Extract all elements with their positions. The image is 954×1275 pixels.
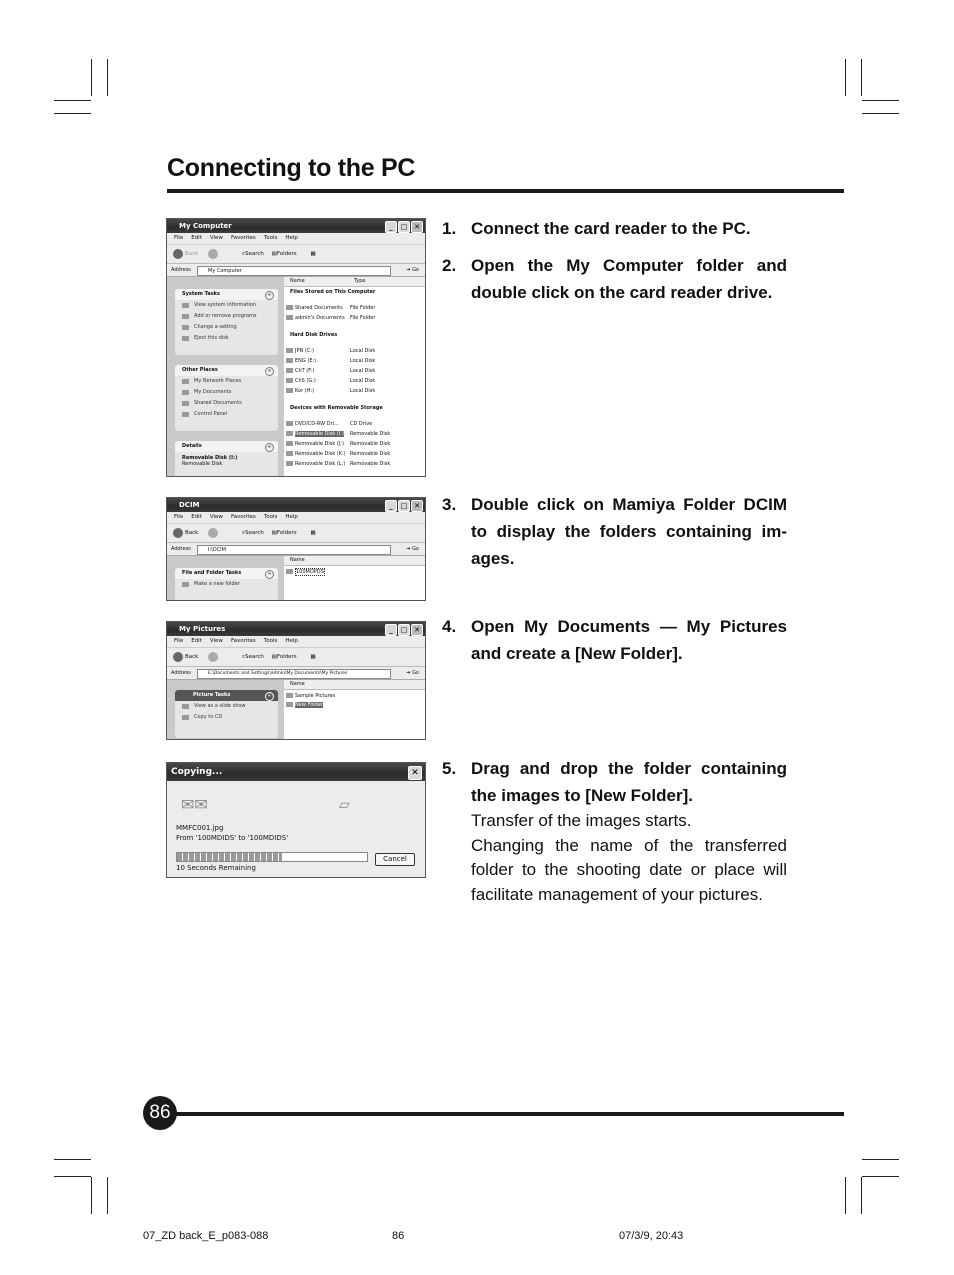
address-input[interactable]: E:\Documents and Settings\admin\My Documents\My Pictures	[197, 669, 391, 679]
task-copy-cd[interactable]: Copy to CD	[175, 712, 278, 723]
task-new-folder[interactable]: Make a new folder	[175, 579, 278, 590]
title-bar	[167, 763, 425, 781]
step-number: 3.	[442, 495, 457, 514]
minimize-icon[interactable]: _	[385, 624, 397, 636]
menu-edit[interactable]: Edit	[191, 638, 202, 644]
item-name: Kor (H:)	[295, 388, 315, 394]
menu-favorites[interactable]: Favorites	[230, 235, 256, 241]
details-name: Removable Disk (I:)	[182, 455, 238, 461]
flying-papers-icon: ✉✉	[181, 795, 208, 814]
my-computer-window	[166, 218, 426, 477]
views-icon[interactable]: ▦	[310, 530, 316, 536]
list-item[interactable]	[286, 460, 391, 469]
item-name: Removable Disk (K:)	[295, 451, 346, 457]
forward-icon[interactable]	[208, 528, 218, 538]
page-number: 86	[149, 1102, 171, 1123]
menu-tools[interactable]: Tools	[263, 514, 278, 520]
destination-folder-icon: ▱	[339, 797, 350, 813]
step-text: Double click on Mamiya Folder DCIM to display the folders containing im-ages.	[471, 495, 787, 568]
crop-mark	[862, 1159, 899, 1160]
task-slideshow[interactable]: View as a slide show	[175, 701, 278, 712]
crop-mark	[54, 1176, 91, 1177]
collapse-icon[interactable]: «	[265, 291, 274, 300]
file-list	[284, 277, 425, 476]
item-type: Removable Disk	[350, 441, 391, 447]
item-name: ENG (E:)	[295, 358, 317, 364]
group-header: Hard Disk Drives	[290, 332, 338, 338]
crop-mark	[107, 1177, 108, 1214]
menu-edit[interactable]: Edit	[191, 514, 202, 520]
menu-tools[interactable]: Tools	[263, 638, 278, 644]
maximize-icon[interactable]: □	[398, 624, 410, 636]
go-button[interactable]: ➜ Go	[406, 267, 419, 273]
crop-mark	[862, 100, 899, 101]
panel-title: Other Places	[182, 367, 218, 373]
col-name[interactable]: Name	[290, 557, 305, 563]
close-icon[interactable]: ✕	[408, 766, 422, 780]
panel-header[interactable]	[175, 441, 278, 452]
views-icon[interactable]: ▦	[310, 251, 316, 257]
progress-fill	[177, 853, 282, 861]
item-type: Local Disk	[350, 378, 376, 384]
crop-mark	[54, 1159, 91, 1160]
window-title: DCIM	[179, 501, 200, 509]
list-item[interactable]	[286, 367, 376, 376]
item-type: File Folder	[350, 315, 376, 321]
item-name: admin's Documents	[295, 315, 345, 321]
panel-title: File and Folder Tasks	[182, 570, 242, 576]
crop-mark	[107, 59, 108, 96]
back-button[interactable]: Back	[185, 654, 199, 660]
minimize-icon[interactable]: _	[385, 221, 397, 233]
menu-bar	[167, 512, 425, 524]
my-pictures-window	[166, 621, 426, 740]
list-item-selected[interactable]	[286, 430, 391, 439]
column-header	[284, 556, 425, 566]
address-input[interactable]: My Computer	[197, 266, 391, 276]
picture-tasks-panel	[175, 690, 278, 738]
details-type: Removable Disk	[182, 461, 223, 467]
crop-mark	[845, 59, 846, 96]
column-header	[284, 680, 425, 690]
title-bar	[167, 622, 425, 636]
task-change-setting[interactable]: Change a setting	[175, 322, 278, 333]
item-name: Removable Disk (J:)	[295, 441, 344, 447]
address-bar	[167, 264, 425, 277]
forward-icon[interactable]	[208, 249, 218, 259]
progress-bar	[176, 852, 368, 862]
window-title: My Pictures	[179, 625, 226, 633]
item-type: Removable Disk	[350, 431, 391, 437]
close-icon[interactable]: ✕	[411, 500, 423, 512]
place-control-panel[interactable]: Control Panel	[175, 409, 278, 420]
menu-tools[interactable]: Tools	[263, 235, 278, 241]
minimize-icon[interactable]: _	[385, 500, 397, 512]
window-title: My Computer	[179, 222, 232, 230]
item-name: ChT (F:)	[295, 368, 315, 374]
column-header	[284, 277, 425, 287]
footer-page: 86	[392, 1230, 405, 1242]
folder-item[interactable]	[286, 568, 325, 577]
folders-icon[interactable]: ▤	[271, 654, 277, 660]
item-name: Removable Disk (I:)	[295, 431, 344, 437]
menu-favorites[interactable]: Favorites	[230, 638, 256, 644]
title-rule	[167, 189, 844, 193]
place-network[interactable]: My Network Places	[175, 376, 278, 387]
folders-button[interactable]: Folders	[276, 654, 297, 660]
list-item[interactable]	[286, 387, 376, 396]
folders-button[interactable]: Folders	[276, 530, 297, 536]
col-name[interactable]: Name	[290, 278, 305, 284]
item-name: ChS (G:)	[295, 378, 316, 384]
panel-header[interactable]	[175, 365, 278, 376]
address-bar	[167, 543, 425, 556]
menu-file[interactable]: File	[174, 514, 184, 520]
crop-mark	[54, 100, 91, 101]
step-body	[471, 755, 787, 907]
menu-view[interactable]: View	[209, 235, 223, 241]
toolbar	[167, 648, 425, 667]
back-button[interactable]: Back	[185, 251, 199, 257]
panel-header[interactable]	[175, 568, 278, 579]
menu-edit[interactable]: Edit	[191, 235, 202, 241]
crop-mark	[862, 113, 899, 114]
list-item[interactable]	[286, 314, 376, 323]
back-icon[interactable]	[173, 528, 183, 538]
menu-view[interactable]: View	[209, 638, 223, 644]
item-type: File Folder	[350, 305, 376, 311]
file-folder-tasks-panel	[175, 568, 278, 601]
collapse-icon[interactable]: «	[265, 367, 274, 376]
menu-help[interactable]: Help	[285, 638, 298, 644]
search-button[interactable]: Search	[244, 251, 264, 257]
panel-title: Details	[182, 443, 202, 449]
list-item[interactable]	[286, 377, 376, 386]
task-add-remove[interactable]: Add or remove programs	[175, 311, 278, 322]
address-input[interactable]: I:\DCIM	[197, 545, 391, 555]
file-list	[284, 556, 425, 600]
step-note: Changing the name of the transferred folder to the shooting date or place will facilitate management of your pictures.	[471, 835, 787, 904]
go-button[interactable]: ➜ Go	[406, 546, 419, 552]
group-header: Files Stored on This Computer	[290, 289, 376, 295]
item-name: Removable Disk (L:)	[295, 461, 346, 467]
item-name: Shared Documents	[295, 305, 343, 311]
col-type[interactable]: Type	[354, 278, 366, 284]
item-name: 100MOPDS	[296, 569, 324, 575]
item-name: Sample Pictures	[295, 693, 336, 699]
panel-title: System Tasks	[182, 291, 220, 297]
search-icon[interactable]: ⌕	[241, 530, 245, 536]
copy-file-name: MMFC001.jpg	[176, 824, 224, 832]
item-name: New Folder	[295, 702, 323, 708]
toolbar	[167, 245, 425, 264]
copying-dialog	[166, 762, 426, 878]
task-eject[interactable]: Eject this disk	[175, 333, 278, 344]
details-panel	[175, 441, 278, 477]
cancel-button[interactable]: Cancel	[375, 853, 415, 866]
crop-mark	[54, 113, 91, 114]
title-bar	[167, 219, 425, 233]
item-type: Local Disk	[350, 388, 376, 394]
crop-mark	[91, 59, 92, 96]
list-item[interactable]	[286, 420, 373, 429]
address-bar	[167, 667, 425, 680]
item-type: Removable Disk	[350, 451, 391, 457]
menu-view[interactable]: View	[209, 514, 223, 520]
step-text: Drag and drop the folder containing the images to [New Folder].	[471, 759, 787, 805]
collapse-icon[interactable]: «	[265, 692, 274, 701]
menu-favorites[interactable]: Favorites	[230, 514, 256, 520]
step-text: Open My Documents — My Pictures and create a [New Folder].	[471, 617, 787, 663]
title-bar	[167, 498, 425, 512]
folders-icon[interactable]: ▤	[271, 530, 277, 536]
list-item[interactable]	[286, 304, 376, 313]
step-text: Open the My Computer folder and double click on the card reader drive.	[471, 256, 787, 302]
address-label: Address	[171, 546, 191, 552]
list-item[interactable]	[286, 440, 391, 449]
step-number: 2.	[442, 256, 457, 275]
back-icon[interactable]	[173, 652, 183, 662]
menu-file[interactable]: File	[174, 638, 184, 644]
back-icon[interactable]	[173, 249, 183, 259]
folders-button[interactable]: Folders	[276, 251, 297, 257]
task-pane	[167, 680, 284, 739]
menu-bar	[167, 636, 425, 648]
folder-item[interactable]	[286, 692, 335, 701]
crop-mark	[91, 1177, 92, 1214]
step-note: Transfer of the images starts.	[471, 811, 692, 830]
panel-header[interactable]	[175, 690, 278, 701]
item-type: Local Disk	[350, 368, 376, 374]
item-name: DVD/CD-RW Dri...	[295, 421, 339, 427]
step-number: 1.	[442, 219, 457, 238]
collapse-icon[interactable]: «	[265, 570, 274, 579]
search-button[interactable]: Search	[244, 530, 264, 536]
step-text: Connect the card reader to the PC.	[471, 219, 751, 238]
col-name[interactable]: Name	[290, 681, 305, 687]
panel-header[interactable]	[175, 289, 278, 300]
collapse-icon[interactable]: «	[265, 443, 274, 452]
close-icon[interactable]: ✕	[411, 221, 423, 233]
place-shared[interactable]: Shared Documents	[175, 398, 278, 409]
task-pane	[167, 277, 284, 476]
folder-item-selected[interactable]	[286, 701, 323, 710]
crop-mark	[861, 59, 862, 96]
item-type: Local Disk	[350, 348, 376, 354]
item-type: Local Disk	[350, 358, 376, 364]
other-places-panel	[175, 365, 278, 431]
task-view-system-info[interactable]: View system information	[175, 300, 278, 311]
maximize-icon[interactable]: □	[398, 221, 410, 233]
bottom-rule	[160, 1112, 844, 1116]
go-label: Go	[412, 267, 419, 273]
search-icon[interactable]: ⌕	[241, 251, 245, 257]
item-type: CD Drive	[350, 421, 373, 427]
menu-help[interactable]: Help	[285, 235, 298, 241]
go-label: Go	[412, 546, 419, 552]
time-remaining: 10 Seconds Remaining	[176, 864, 256, 872]
dcim-window	[166, 497, 426, 601]
crop-mark	[862, 1176, 899, 1177]
crop-mark	[845, 1177, 846, 1214]
place-documents[interactable]: My Documents	[175, 387, 278, 398]
search-button[interactable]: Search	[244, 654, 264, 660]
system-tasks-panel	[175, 289, 278, 355]
task-pane	[167, 556, 284, 600]
search-icon[interactable]: ⌕	[241, 654, 245, 660]
list-item[interactable]	[286, 357, 376, 366]
toolbar	[167, 524, 425, 543]
copy-from-to: From '100MDIDS' to '100MDIDS'	[176, 834, 289, 842]
page-number-badge	[143, 1096, 177, 1130]
page-title: Connecting to the PC	[167, 154, 416, 182]
panel-title: Picture Tasks	[193, 692, 231, 698]
folders-icon[interactable]: ▤	[271, 251, 277, 257]
dialog-title: Copying...	[171, 767, 223, 777]
list-item[interactable]	[286, 450, 391, 459]
go-button[interactable]: ➜ Go	[406, 670, 419, 676]
address-label: Address	[171, 670, 191, 676]
crop-mark	[861, 1177, 862, 1214]
go-label: Go	[412, 670, 419, 676]
back-button[interactable]: Back	[185, 530, 199, 536]
step-number: 5.	[442, 759, 457, 778]
file-list	[284, 680, 425, 739]
menu-help[interactable]: Help	[285, 514, 298, 520]
close-icon[interactable]: ✕	[411, 624, 423, 636]
group-header: Devices with Removable Storage	[290, 405, 383, 411]
footer-timestamp: 07/3/9, 20:43	[619, 1230, 684, 1242]
footer-file: 07_ZD back_E_p083-088	[143, 1230, 269, 1242]
menu-file[interactable]: File	[174, 235, 184, 241]
maximize-icon[interactable]: □	[398, 500, 410, 512]
item-name: JPN (C:)	[295, 348, 314, 354]
step-number: 4.	[442, 617, 457, 636]
menu-bar	[167, 233, 425, 245]
address-label: Address	[171, 267, 191, 273]
forward-icon[interactable]	[208, 652, 218, 662]
item-type: Removable Disk	[350, 461, 391, 467]
list-item[interactable]	[286, 347, 376, 356]
views-icon[interactable]: ▦	[310, 654, 316, 660]
